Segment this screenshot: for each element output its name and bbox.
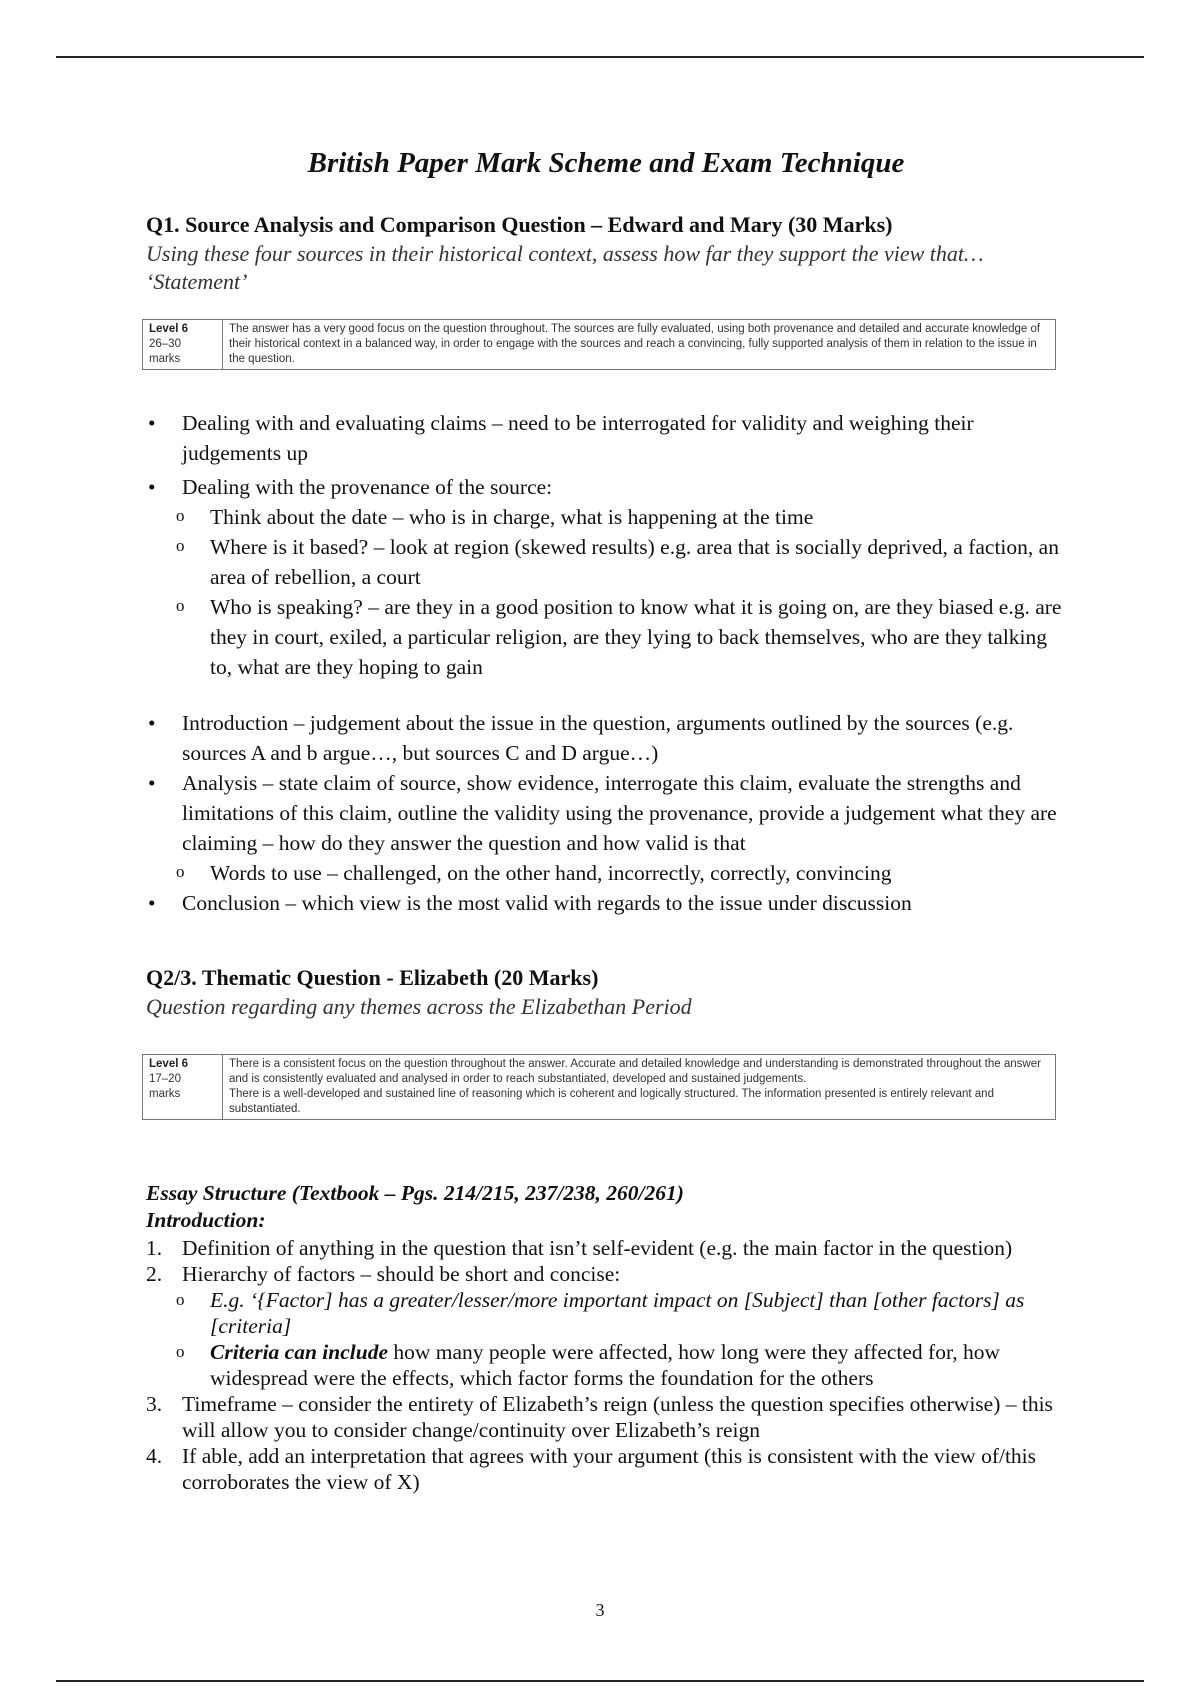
list-number: 3. [146, 1392, 163, 1416]
bottom-rule [56, 1680, 1144, 1682]
q1-heading: Q1. Source Analysis and Comparison Question – Edward and Mary (30 Marks) [146, 212, 893, 237]
q1-level-name: Level 6 [149, 323, 188, 335]
q2-level-box [142, 1054, 1056, 1120]
q2-level-description-2: There is a well-developed and sustained line of reasoning which is coherent and logically structured. The information presented is entirely relevant and substantiated. [229, 1088, 994, 1115]
list-number: 2. [146, 1262, 163, 1286]
essay-intro-label: Introduction: [146, 1208, 266, 1232]
list-number: 4. [146, 1444, 163, 1468]
q1-level-unit: marks [149, 353, 181, 365]
list-item [146, 1261, 1066, 1287]
q2-level-description [223, 1055, 1055, 1119]
list-text: Hierarchy of factors – should be short and concise: [182, 1262, 621, 1286]
essay-list [146, 1235, 1066, 1495]
document-title: British Paper Mark Scheme and Exam Technique [307, 147, 905, 179]
list-bullet: o [176, 1290, 185, 1309]
list-item [146, 1443, 1066, 1495]
list-text: E.g. ‘{Factor] has a greater/lesser/more important impact on [Subject] than [other factors] as [criteria] [210, 1288, 1025, 1338]
list-item: o Words to use – challenged, on the other hand, incorrectly, correctly, convincing [146, 858, 1066, 888]
list-text: how many people were affected, how long were they affected for, how widespread were the effects, which factor forms the foundation for the others [210, 1340, 1001, 1390]
q1-level-range: 26–30 [149, 338, 181, 350]
q2-level-range: 17–20 [149, 1073, 181, 1085]
q2-level-unit: marks [149, 1088, 181, 1100]
q1-level-description: The answer has a very good focus on the question throughout. The sources are fully evaluated, using both provenance and detailed and accurate knowledge of their historical context in a balanced way, in order to engage with the sources and reach a convincing, fully supported analysis of them in relation to the issue in the question. [229, 323, 1041, 365]
q2-level-label [143, 1055, 223, 1119]
list-item: • Introduction – judgement about the issue in the question, arguments outlined by the sources (e.g. sources A and b argue…, but sources C and D argue…) [146, 708, 1066, 768]
q1-level-label [143, 320, 223, 369]
top-rule [56, 56, 1144, 58]
list-bullet: o [176, 1342, 185, 1361]
list-item: o Think about the date – who is in charge, what is happening at the time [146, 502, 1066, 532]
list-item: • Conclusion – which view is the most valid with regards to the issue under discussion [146, 888, 1066, 918]
q2-level-description-1: There is a consistent focus on the question throughout the answer. Accurate and detailed knowledge and understanding is demonstrated throughout the answer and is consistently evaluated and analysed in order to reach substantiated, developed and sustained judgements. [229, 1058, 1041, 1085]
list-item: • Analysis – state claim of source, show evidence, interrogate this claim, evaluate the strengths and limitations of this claim, outline the validity using the provenance, provide a judgement what they are claiming – how do they answer the question and how valid is that [146, 768, 1066, 858]
list-item [146, 1235, 1066, 1261]
q2-level-name: Level 6 [149, 1058, 188, 1070]
list-number: 1. [146, 1236, 163, 1260]
q1-bullet-list [146, 408, 1066, 918]
list-lead-text: Criteria can include [210, 1340, 388, 1364]
list-item [146, 1391, 1066, 1443]
list-text: Timeframe – consider the entirety of Elizabeth’s reign (unless the question specifies otherwise) – this will allow you to consider change/continuity over Elizabeth’s reign [182, 1392, 1053, 1442]
q1-level-box [142, 319, 1056, 370]
q1-subtitle: Using these four sources in their historical context, assess how far they support the view that… ‘Statement’ [146, 241, 984, 294]
list-item: o Where is it based? – look at region (skewed results) e.g. area that is socially deprived, a faction, an area of rebellion, a court [146, 532, 1066, 592]
list-item: • Dealing with the provenance of the source: [146, 472, 1066, 502]
essay-heading: Essay Structure (Textbook – Pgs. 214/215, 237/238, 260/261) [146, 1181, 684, 1205]
list-item: o Who is speaking? – are they in a good position to know what it is going on, are they biased e.g. are they in court, exiled, a particular religion, are they lying to back themselves, who are they talking to, what are they hoping to gain [146, 592, 1066, 682]
list-item [146, 1287, 1066, 1339]
page-number: 3 [595, 1600, 605, 1620]
q2-heading: Q2/3. Thematic Question - Elizabeth (20 Marks) [146, 965, 599, 990]
q2-subtitle: Question regarding any themes across the Elizabethan Period [146, 994, 692, 1019]
list-item: • Dealing with and evaluating claims – need to be interrogated for validity and weighing their judgements up [146, 408, 1066, 468]
list-text: Definition of anything in the question that isn’t self-evident (e.g. the main factor in the question) [182, 1236, 1013, 1260]
list-item [146, 1339, 1066, 1391]
list-text: If able, add an interpretation that agrees with your argument (this is consistent with the view of/this corroborates the view of X) [182, 1444, 1037, 1494]
